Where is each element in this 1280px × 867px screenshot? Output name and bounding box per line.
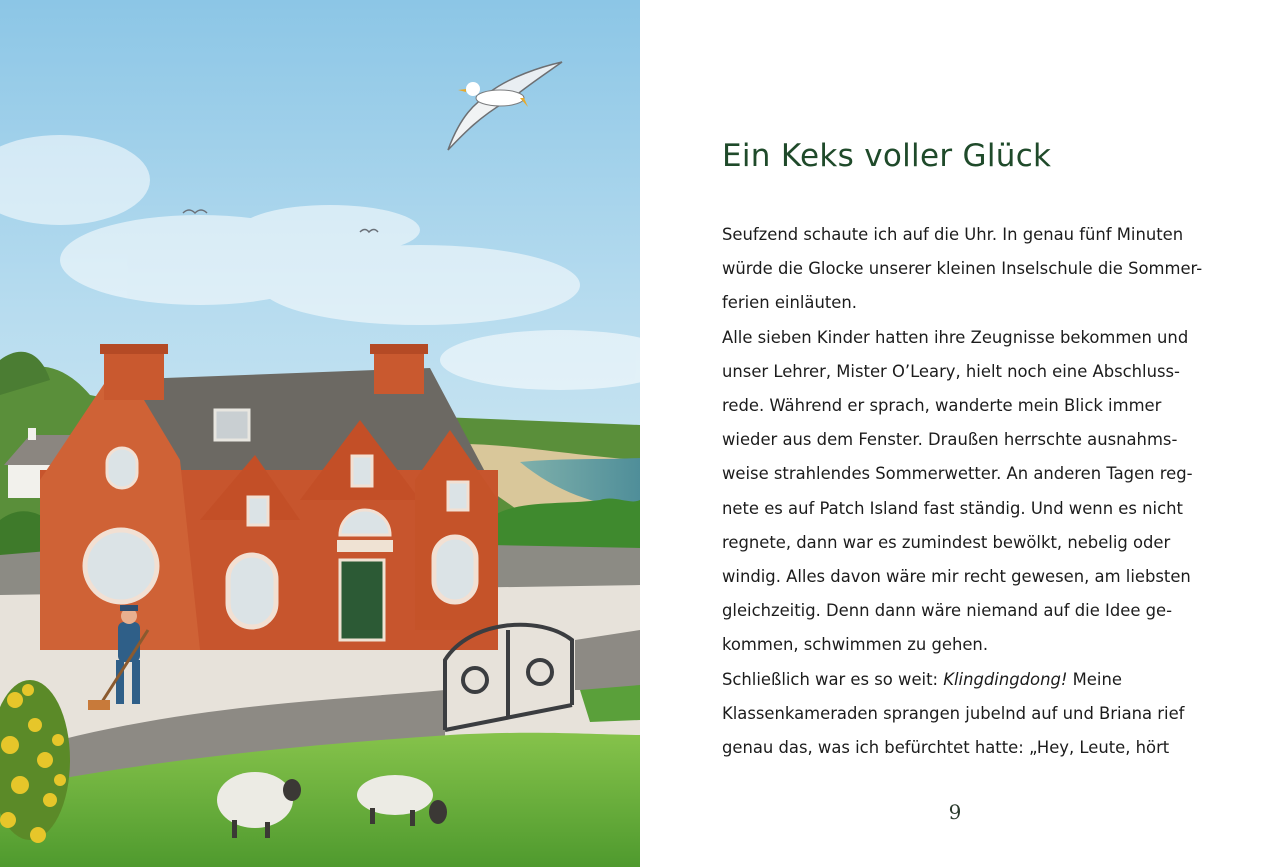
text-line: wieder aus dem Fenster. Draußen herrschte ausnahms-	[722, 430, 1178, 450]
text-line: Seufzend schaute ich auf die Uhr. In genau fünf Minuten	[722, 225, 1184, 244]
italic-exclamation: Klingdingdong!	[943, 669, 1068, 689]
text-line: unser Lehrer, Mister O’Leary, hielt noch eine Abschluss-	[722, 361, 1180, 381]
chapter-title: Ein Keks voller Glück	[722, 138, 1052, 174]
text-line: windig. Alles davon wäre mir recht gewesen, am liebsten	[722, 567, 1191, 587]
school-building	[40, 344, 500, 650]
text-line: genau das, was ich befürchtet hatte: „Hey, Leute, hört	[722, 738, 1170, 758]
text-line: kommen, schwimmen zu gehen.	[722, 635, 989, 655]
text-line: weise strahlendes Sommerwetter. An anderen Tagen reg-	[722, 464, 1193, 484]
body-text	[722, 218, 1203, 765]
text-line: Alle sieben Kinder hatten ihre Zeugnisse bekommen und	[722, 327, 1189, 347]
text-page	[640, 0, 1280, 867]
text-line: rede. Während er sprach, wanderte mein Blick immer	[722, 396, 1162, 416]
text-line: Klassenkameraden sprangen jubelnd auf und Briana rief	[722, 703, 1185, 723]
text-line: nete es auf Patch Island fast ständig. Und wenn es nicht	[722, 498, 1183, 518]
text-segment: Meine	[1067, 669, 1122, 689]
text-line	[722, 663, 1192, 697]
text-line: würde die Glocke unserer kleinen Inselschule die Sommer-	[722, 259, 1203, 279]
page-number: 9	[948, 800, 962, 824]
text-line: regnete, dann war es zumindest bewölkt, nebelig oder	[722, 532, 1171, 552]
text-segment: Schließlich war es so weit:	[722, 669, 944, 689]
text-line: gleichzeitig. Denn dann wäre niemand auf die Idee ge-	[722, 601, 1173, 621]
text-line: ferien einläuten.	[722, 293, 857, 313]
